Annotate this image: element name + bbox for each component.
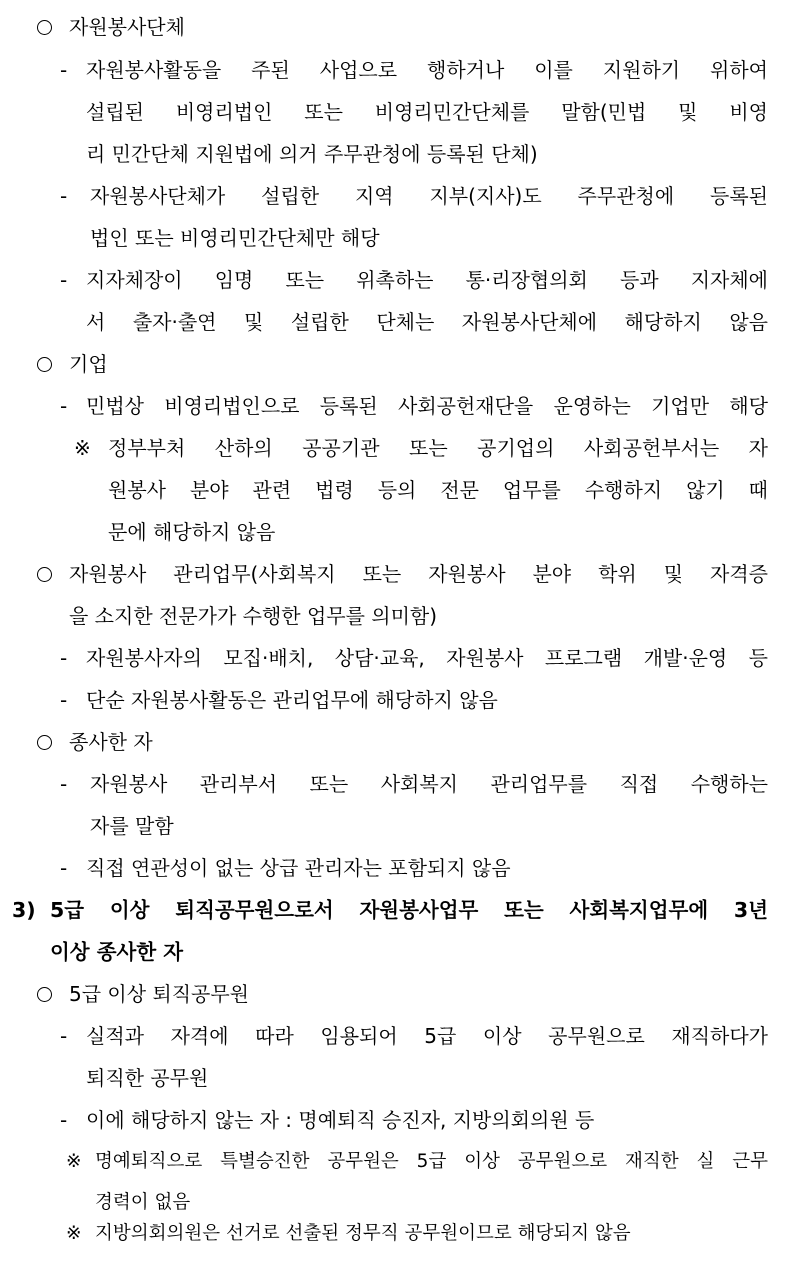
list-item <box>60 49 768 175</box>
list-item <box>60 763 768 847</box>
item-line: 이에 해당하지 않는 자 : 명예퇴직 승진자, 지방의회의원 등 <box>86 1108 595 1132</box>
note-line: 경력이 없음 <box>95 1192 191 1213</box>
circle-bullet-icon <box>37 987 52 1002</box>
dash-bullet: - <box>60 58 68 82</box>
section-number: 3) <box>12 898 36 922</box>
circle-bullet-icon <box>37 735 52 750</box>
title-line: 5급 이상 퇴직공무원으로서 자원봉사업무 또는 사회복지업무에 3년 <box>50 898 768 922</box>
reference-note <box>66 1213 768 1254</box>
dash-bullet: - <box>60 772 68 796</box>
section-heading-enterprise <box>37 343 108 385</box>
item-line: 실적과 자격에 따라 임용되어 5급 이상 공무원으로 재직하다가 <box>86 1024 768 1048</box>
item-line: 자원봉사활동을 주된 사업으로 행하거나 이를 지원하기 위하여 <box>86 58 768 82</box>
list-item <box>60 175 768 259</box>
reference-note <box>74 427 768 553</box>
list-item <box>60 637 768 679</box>
note-line: 정부부처 산하의 공공기관 또는 공기업의 사회공헌부서는 자 <box>108 436 768 460</box>
note-line: 명예퇴직으로 특별승진한 공무원은 5급 이상 공무원으로 재직한 실 근무 <box>95 1151 768 1172</box>
heading-text: 기업 <box>69 352 108 376</box>
circle-bullet-icon <box>37 20 52 35</box>
heading-line: 자원봉사 관리업무(사회복지 또는 자원봉사 분야 학위 및 자격증 <box>69 562 768 586</box>
item-line: 법인 또는 비영리민간단체만 해당 <box>90 226 380 250</box>
dash-bullet: - <box>60 184 68 208</box>
item-line: 자원봉사 관리부서 또는 사회복지 관리업무를 직접 수행하는 <box>90 772 768 796</box>
dash-bullet: - <box>60 1024 68 1048</box>
item-line: 서 출자·출연 및 설립한 단체는 자원봉사단체에 해당하지 않음 <box>86 310 768 334</box>
item-line: 직접 연관성이 없는 상급 관리자는 포함되지 않음 <box>86 856 511 880</box>
list-item <box>60 847 768 889</box>
item-line: 설립된 비영리법인 또는 비영리민간단체를 말함(민법 및 비영 <box>86 100 768 124</box>
reference-note <box>66 1141 768 1223</box>
list-item <box>60 385 768 427</box>
heading-text: 종사한 자 <box>69 730 153 754</box>
section-heading-volunteer-org <box>37 6 185 48</box>
circle-bullet-icon <box>37 357 52 372</box>
item-line: 지자체장이 임명 또는 위촉하는 통·리장협의회 등과 지자체에 <box>86 268 768 292</box>
section-heading-management <box>37 553 768 637</box>
item-line: 단순 자원봉사활동은 관리업무에 해당하지 않음 <box>86 688 498 712</box>
item-line: 리 민간단체 지원법에 의거 주무관청에 등록된 단체) <box>86 142 538 166</box>
reference-mark-icon: ※ <box>66 1223 82 1244</box>
dash-bullet: - <box>60 394 68 418</box>
note-line: 원봉사 분야 관련 법령 등의 전문 업무를 수행하지 않기 때 <box>108 478 768 502</box>
reference-mark-icon: ※ <box>66 1151 82 1172</box>
section-3-title <box>12 889 768 973</box>
reference-mark-icon: ※ <box>74 436 91 460</box>
title-line: 이상 종사한 자 <box>50 940 184 964</box>
dash-bullet: - <box>60 1108 68 1132</box>
heading-text: 5급 이상 퇴직공무원 <box>69 982 249 1006</box>
item-line: 자원봉사단체가 설립한 지역 지부(지사)도 주무관청에 등록된 <box>90 184 768 208</box>
dash-bullet: - <box>60 856 68 880</box>
list-item <box>60 259 768 343</box>
heading-text: 자원봉사단체 <box>69 15 185 39</box>
list-item <box>60 679 768 721</box>
dash-bullet: - <box>60 688 68 712</box>
item-line: 자원봉사자의 모집·배치, 상담·교육, 자원봉사 프로그램 개발·운영 등 <box>86 646 768 670</box>
item-line: 민법상 비영리법인으로 등록된 사회공헌재단을 운영하는 기업만 해당 <box>86 394 768 418</box>
circle-bullet-icon <box>37 567 52 582</box>
note-line: 문에 해당하지 않음 <box>108 520 276 544</box>
section-heading-engaged <box>37 721 153 763</box>
item-line: 퇴직한 공무원 <box>86 1066 209 1090</box>
note-line: 지방의회의원은 선거로 선출된 정무직 공무원이므로 해당되지 않음 <box>95 1223 631 1244</box>
dash-bullet: - <box>60 268 68 292</box>
item-line: 자를 말함 <box>90 814 174 838</box>
list-item <box>60 1015 768 1099</box>
list-item <box>60 1099 768 1141</box>
dash-bullet: - <box>60 646 68 670</box>
section-heading-retired-official <box>37 973 249 1015</box>
heading-line: 을 소지한 전문가가 수행한 업무를 의미함) <box>69 604 438 628</box>
